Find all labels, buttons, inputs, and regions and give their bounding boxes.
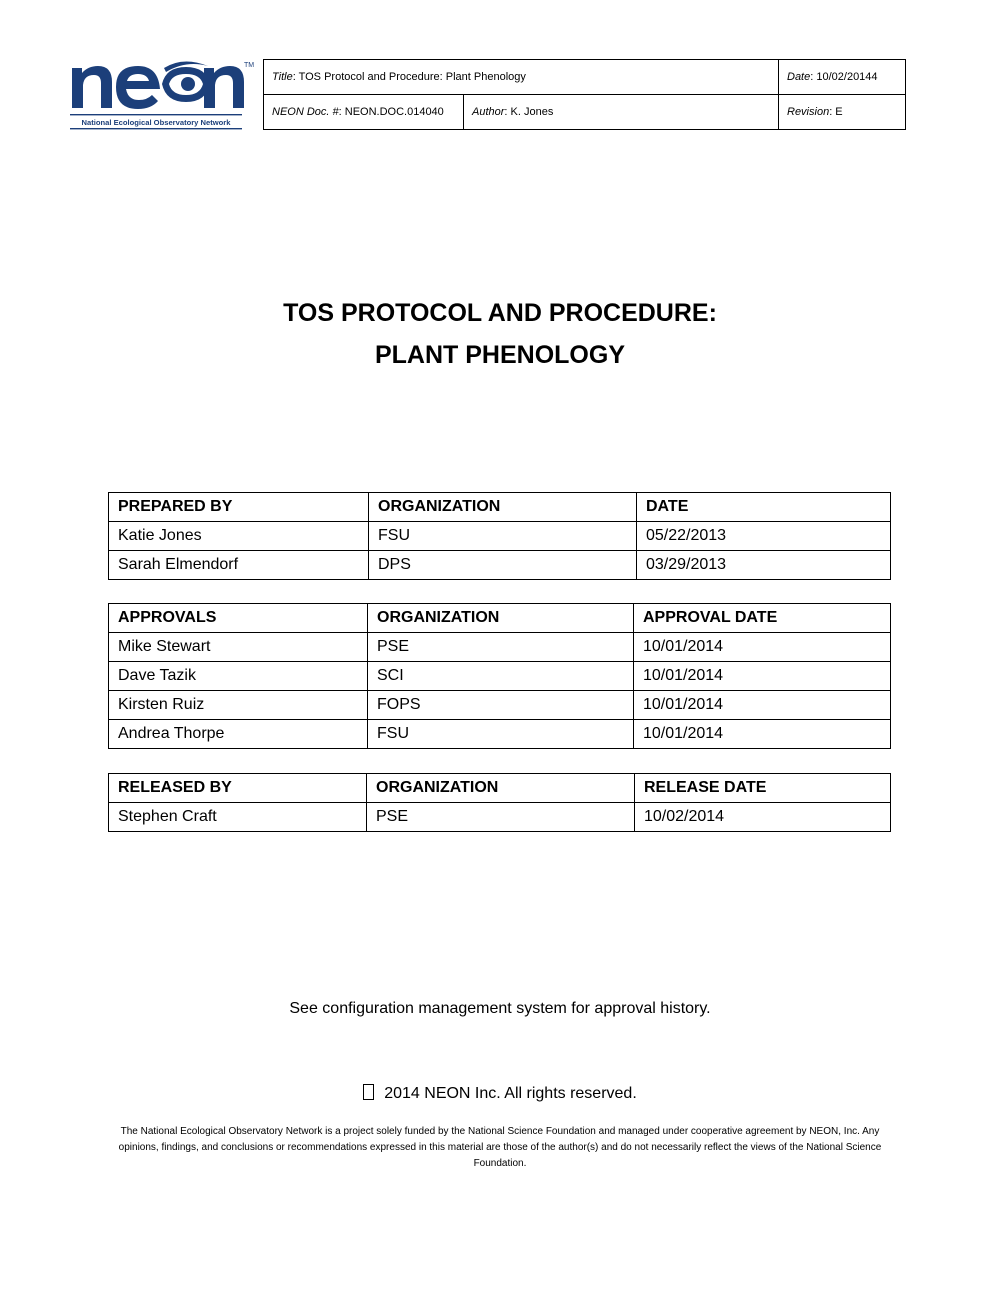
neon-logo: [68, 58, 253, 132]
doc-revision-cell: [779, 95, 906, 130]
document-title-line1: TOS PROTOCOL AND PROCEDURE:: [283, 299, 717, 327]
copyright-text: 2014 NEON Inc. All rights reserved.: [384, 1085, 637, 1102]
released-by-header: RELEASED BY: [109, 774, 367, 803]
configuration-note: See configuration management system for approval history.: [289, 1000, 711, 1017]
approver-organization: FOPS: [368, 691, 634, 720]
organization-header: ORGANIZATION: [367, 774, 635, 803]
doc-title-label: Title: [272, 71, 293, 83]
trademark-symbol: TM: [244, 62, 255, 69]
approver-name: Mike Stewart: [109, 633, 368, 662]
organization-header: ORGANIZATION: [369, 493, 637, 522]
preparer-name: Katie Jones: [109, 522, 369, 551]
doc-number-cell: [264, 95, 464, 130]
table-row: [109, 522, 891, 551]
approver-name: Kirsten Ruiz: [109, 691, 368, 720]
doc-date-cell: [779, 60, 906, 95]
approval-date: 10/01/2014: [634, 633, 891, 662]
released-by-table: [108, 773, 891, 832]
doc-title-value: : TOS Protocol and Procedure: Plant Phenology: [292, 71, 526, 83]
date-header: DATE: [637, 493, 891, 522]
approval-date: 10/01/2014: [634, 720, 891, 749]
approvals-header: APPROVALS: [109, 604, 368, 633]
preparer-date: 05/22/2013: [637, 522, 891, 551]
doc-number-value: : NEON.DOC.014040: [338, 106, 444, 118]
doc-author-cell: [464, 95, 779, 130]
funding-disclaimer: The National Ecological Observatory Network is a project solely funded by the National Science Foundation and managed under cooperative agreement by NEON, Inc. Any opinions, findings, and conclusions or recommendations expressed in this material are those of the author(s) and do not necessarily reflect the views of the National Science Foundation.: [118, 1126, 882, 1169]
approver-organization: SCI: [368, 662, 634, 691]
doc-revision-value: : E: [829, 106, 843, 118]
preparer-organization: FSU: [369, 522, 637, 551]
doc-author-value: : K. Jones: [504, 106, 554, 118]
table-row: [109, 803, 891, 832]
preparer-organization: DPS: [369, 551, 637, 580]
doc-revision-label: Revision: [787, 106, 830, 118]
document-title-line2: PLANT PHENOLOGY: [374, 341, 625, 369]
doc-author-label: Author: [472, 106, 505, 118]
approver-organization: PSE: [368, 633, 634, 662]
prepared-by-header: PREPARED BY: [109, 493, 369, 522]
table-header-row: [109, 604, 891, 633]
table-row: [109, 691, 891, 720]
table-header-row: [109, 493, 891, 522]
document-header-table: [263, 59, 906, 130]
approver-name: Andrea Thorpe: [109, 720, 368, 749]
release-date-header: RELEASE DATE: [635, 774, 891, 803]
approver-name: Dave Tazik: [109, 662, 368, 691]
preparer-date: 03/29/2013: [637, 551, 891, 580]
doc-title-cell: [264, 60, 779, 95]
approval-date: 10/01/2014: [634, 662, 891, 691]
approver-organization: FSU: [368, 720, 634, 749]
approval-date-header: APPROVAL DATE: [634, 604, 891, 633]
table-row: [109, 551, 891, 580]
preparer-name: Sarah Elmendorf: [109, 551, 369, 580]
document-title: [0, 292, 1000, 376]
releaser-name: Stephen Craft: [109, 803, 367, 832]
approvals-table: [108, 603, 891, 749]
copyright-line: [0, 1084, 1000, 1103]
doc-date-value: : 10/02/20144: [810, 71, 878, 83]
table-row: [109, 720, 891, 749]
table-header-row: [109, 774, 891, 803]
table-row: [109, 633, 891, 662]
release-date: 10/02/2014: [635, 803, 891, 832]
doc-number-label: NEON Doc. #: [272, 106, 339, 118]
prepared-by-table: [108, 492, 891, 580]
doc-date-label: Date: [787, 71, 811, 83]
logo-tagline: National Ecological Observatory Network: [81, 118, 231, 127]
approval-date: 10/01/2014: [634, 691, 891, 720]
missing-glyph-icon: [363, 1084, 374, 1100]
releaser-organization: PSE: [367, 803, 635, 832]
organization-header: ORGANIZATION: [368, 604, 634, 633]
table-row: [109, 662, 891, 691]
